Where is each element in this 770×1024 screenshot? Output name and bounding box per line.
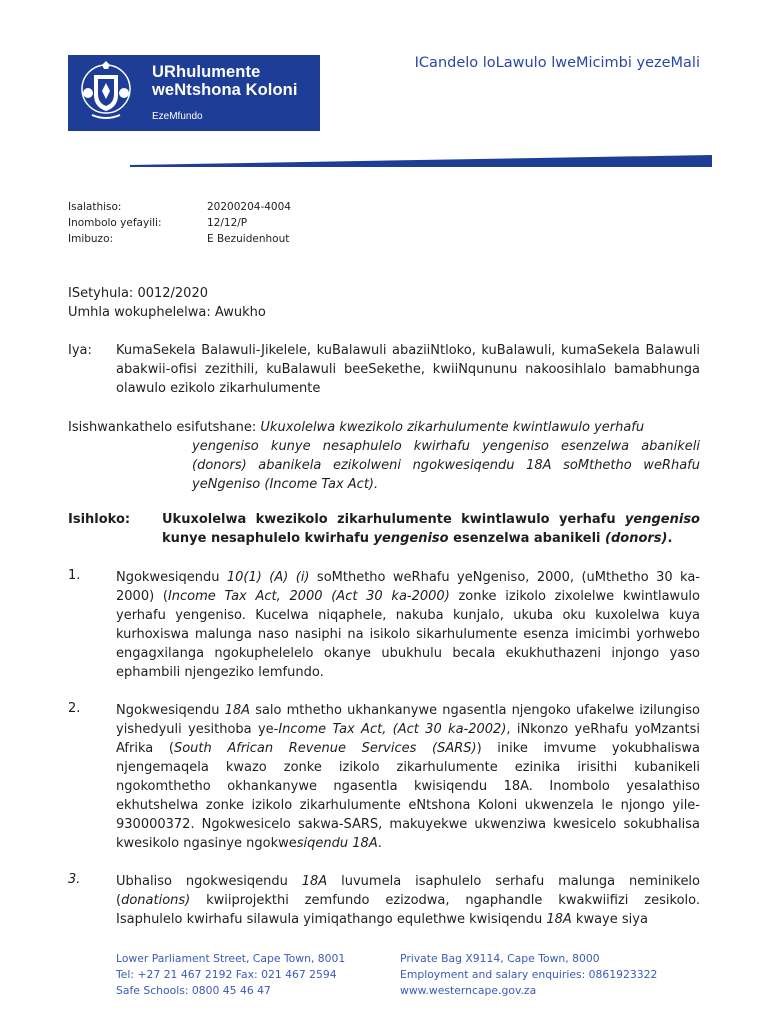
subject-text: Ukuxolelwa kwezikolo zikarhulumente kwintlawulo yerhafu yengeniso kunye nesaphulelo kwirhafu yengeniso esenzelwa abanikeli (donors). bbox=[162, 512, 700, 546]
government-logo bbox=[68, 55, 320, 131]
summary-first-line: Ukuxolelwa kwezikolo zikarhulumente kwintlawulo yerhafu bbox=[260, 420, 645, 435]
paragraph-2-number: 2. bbox=[68, 701, 81, 716]
circular-number: ISetyhula: 0012/2020 bbox=[68, 286, 208, 301]
footer-postal: Private Bag X9114, Cape Town, 8000 bbox=[400, 952, 600, 965]
department-title: ICandelo loLawulo lweMicimbi yezeMali bbox=[414, 55, 700, 71]
paragraph-3: Ubhaliso ngokwesiqendu 18A luvumela isaphulelo serhafu malunga neminikelo (donations) kwiiprojekthi zemfundo ezizodwa, ngaphandle kwakwiifizi zesikolo. Isaphulelo kwirhafu silawula yimiqathango equlethwe kwisiqendu 18A kwaye siya bbox=[116, 874, 700, 927]
summary-line bbox=[68, 418, 700, 437]
logo-department: EzeMfundo bbox=[152, 111, 203, 122]
summary-text: yengeniso kunye nesaphulelo kwirhafu yengeniso esenzelwa abanikeli (donors) abanikela ezikolweni ngokwesiqendu 18A soMthetho weRhafu yeNgeniso (Income Tax Act). bbox=[192, 439, 700, 492]
addressee-text: KumaSekela Balawuli-Jikelele, kuBalawuli abaziiNtloko, kuBalawuli, kumaSekela Balawuli abakwii-ofisi zezithili, kuBalawuli beeSekethe, kwiiNqununu nakoosihlalo bamabhunga olawulo ezikolo zikarhulumente bbox=[116, 343, 700, 396]
addressee-label: Iya: bbox=[68, 343, 92, 358]
subject-label: Isihloko: bbox=[68, 512, 131, 527]
paragraph-2: Ngokwesiqendu 18A salo mthetho ukhankanywe ngasentla njengoko ufakelwe izilungiso yishedyuli yesithoba ye-Income Tax Act, (Act 30 ka-2002), iNkonzo yeRhafu yoMzantsi Afrika (South African Revenue Services (SARS)) inike imvume yokubhaliswa njengemaqela kwazo zonke izikolo zikarhulumente ezinika irisithi kubanikeli ngokomthetho okhankanywe ngasentla kwisiqendu 18A. Inombolo yesalathiso ekhutshelwa zonke izikolo zikarhulumente eNtshona Koloni ukwenzela le njongo yile-930000372. Ngokwesicelo sakwa-SARS, makuyekwe ukwenziwa kwesicelo sokubhalisa kwesikolo ngasinye ngokwesiqendu 18A. bbox=[116, 703, 701, 851]
footer-website-link[interactable]: www.westerncape.gov.za bbox=[400, 984, 537, 997]
paragraph-1: Ngokwesiqendu 10(1) (A) (i) soMthetho weRhafu yeNgeniso, 2000, (uMthetho 30 ka-2000) (Income Tax Act, 2000 (Act 30 ka-2000) zonke izikolo zixolelwe kwintlawulo yerhafu yengeniso. Kucelwa niqaphele, nakuba kunjalo, ukuba oku kuxolelwa kuya kurhoxiswa malunga naso nasiphi na isikolo sikarhulumente esenza imicimbi yorhwebo engagxilanga ngokuphelelelo okanye ubukhulu becala ekukhuthazeni injongo yaso ephambili njengeziko lemfundo. bbox=[116, 570, 700, 680]
paragraph-3-number: 3. bbox=[68, 872, 81, 887]
logo-line-1: URhulumente bbox=[152, 63, 261, 81]
reference-label: Isalathiso: bbox=[68, 201, 122, 213]
enquiries-value: E Bezuidenhout bbox=[207, 233, 290, 245]
header-wedge-divider bbox=[130, 152, 712, 168]
footer-safe-schools: Safe Schools: 0800 45 46 47 bbox=[116, 984, 271, 997]
reference-value: 20200204-4004 bbox=[207, 201, 291, 213]
logo-line-2: weNtshona Koloni bbox=[152, 81, 298, 99]
circular-expiry: Umhla wokuphelelwa: Awukho bbox=[68, 305, 266, 320]
file-number-value: 12/12/P bbox=[207, 217, 248, 229]
footer-employment: Employment and salary enquiries: 0861923322 bbox=[400, 968, 658, 981]
summary-label: Isishwankathelo esifutshane: bbox=[68, 420, 257, 435]
paragraph-1-number: 1. bbox=[68, 568, 81, 583]
enquiries-label: Imibuzo: bbox=[68, 233, 114, 245]
footer-phone: Tel: +27 21 467 2192 Fax: 021 467 2594 bbox=[116, 968, 337, 981]
footer-address: Lower Parliament Street, Cape Town, 8001 bbox=[116, 952, 346, 965]
coat-of-arms-icon bbox=[74, 59, 138, 127]
file-number-label: Inombolo yefayili: bbox=[68, 217, 162, 229]
